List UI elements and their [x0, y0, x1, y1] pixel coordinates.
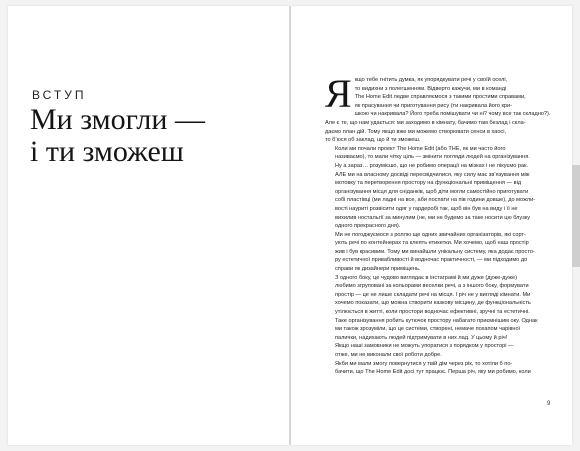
text-line: бачити, що The Home Edit досі тут працює. Перша річ, яку ми робимо, коли — [335, 369, 531, 376]
text-line: справи як дизайнери приміщень. — [335, 266, 421, 273]
text-line: Якби ми мали змогу повернутися у твій дім через рік, то хотіли б по- — [335, 360, 513, 367]
text-line: то видихни з полегшенням. Відверто кажучи, ми в команді — [354, 85, 507, 92]
text-line: отже, ми не виконали свої роботи добре. — [335, 352, 442, 358]
text-line: АЛЕ ми на власному досвіді пересвідчилися, яку силу має зв’язування між — [335, 171, 530, 178]
text-line: мотовку та перетворення простору на функціональні приміщення — від — [335, 180, 522, 187]
text-line: вості науриті розвісити одяг у гардеробі так, щоб він був на виду і її не — [335, 205, 518, 212]
text-line: то б’юся об заклад, що й ти зможеш. — [325, 137, 421, 144]
text-line: Таке організування робить кутючок простору набагато приємнішим оку. Однак — [335, 317, 538, 324]
text-line: The Home Edit ледве справляємося з такими простими справами, — [354, 94, 526, 101]
text-line: називаємо), то мали чітку ціль — змінити погляди людей на організування. — [335, 154, 530, 161]
paragraph — [325, 71, 551, 145]
text-line: ру естетичної привабливості й водночас практичності, — ми підходимо до — [335, 257, 528, 264]
text-line: шкою чи накривала? Його треба помішувати чи ні? чому все так складно?). — [354, 111, 551, 118]
text-line: простір — це не лише складати речі на місця. І річ не у вигляді кімнати. Ми — [335, 291, 531, 298]
text-line: жив і був красивим. Тому ми винайшли унікальну систему, яка додає просто- — [335, 248, 535, 255]
side-thumb-tab — [572, 165, 580, 267]
text-line: організування місця для сніданків, щоб діти могли самостійно приготувати — [335, 188, 529, 195]
page-number: 9 — [547, 401, 551, 407]
text-line: Якщо наші замовники не можуть упоратися з порядком у просторі — — [335, 343, 514, 350]
paragraph — [325, 274, 543, 343]
text-line: ують речі по контейнерах та клеять етикетки. Ми хочемо, щоб наш простір — [335, 240, 529, 247]
text-line: одного прекрасного дня). — [335, 223, 401, 230]
text-line: Але є те, що нам удається: ми заходимо в кімнату, бачимо там безлад і скла- — [325, 119, 526, 126]
right-page — [291, 6, 572, 445]
text-line: вихилив ностальгії за минулим (не, ми не будемо за таке носити цю блузку — [335, 214, 531, 221]
paragraph — [325, 145, 543, 231]
text-line: собі пластівці (ми ладні на все, аби поспати на пів години довше), до можли- — [335, 197, 536, 204]
heading-line: і ти зможеш — [30, 135, 184, 168]
section-label: ВСТУП — [32, 88, 87, 102]
paragraph — [325, 231, 543, 274]
drop-cap: Я — [325, 71, 352, 116]
text-line: З одного боку, це чудово виглядає в інстаграмі й ми дуже (дуже-дуже) — [335, 274, 517, 281]
chapter-heading — [30, 104, 205, 168]
text-line: хочемо показати, що можна створити казкову місцину, де функціональність — [335, 300, 531, 307]
paragraphs — [325, 71, 551, 377]
paragraph — [325, 342, 543, 359]
text-line: Ми не погоджуємося з роллю ще одних звичайних організаторів, які сорт- — [335, 231, 526, 238]
text-line: Коли ми почали проект The Home Edit (або THE, як ми часто його — [335, 145, 506, 152]
text-line: Ну а зараз… розумієшо, що не робимо операції на мізках і не лікуємо рак. — [335, 162, 529, 169]
text-line: утілюється в житті, коли простори водночас ефективні, зручні та естетичні. — [335, 309, 530, 316]
text-line: ми також зрозуміли, що це системи, створені, немаче похапом чарівної — [335, 326, 521, 333]
text-line: любимо згруповані за кольорами веселки речі, а з іншого боку, формувати — [335, 283, 529, 290]
left-page — [8, 6, 289, 445]
text-line: даємо план дій. Тому якщо вже ми можемо створювати сенси в хаосі, — [325, 128, 507, 135]
text-line: як прасування чи приготування рису (ти накривала його кри- — [354, 102, 512, 109]
body-text — [325, 71, 551, 377]
text-line: кщо тебе гнітить думка, як упорядкувати речі у своїй оселі, — [354, 77, 508, 83]
heading-line: Ми змогли — — [30, 103, 205, 136]
paragraph — [325, 360, 543, 377]
text-line: палички, надихають людей підтримувати в них лад. У цьому й річ! — [335, 334, 508, 341]
